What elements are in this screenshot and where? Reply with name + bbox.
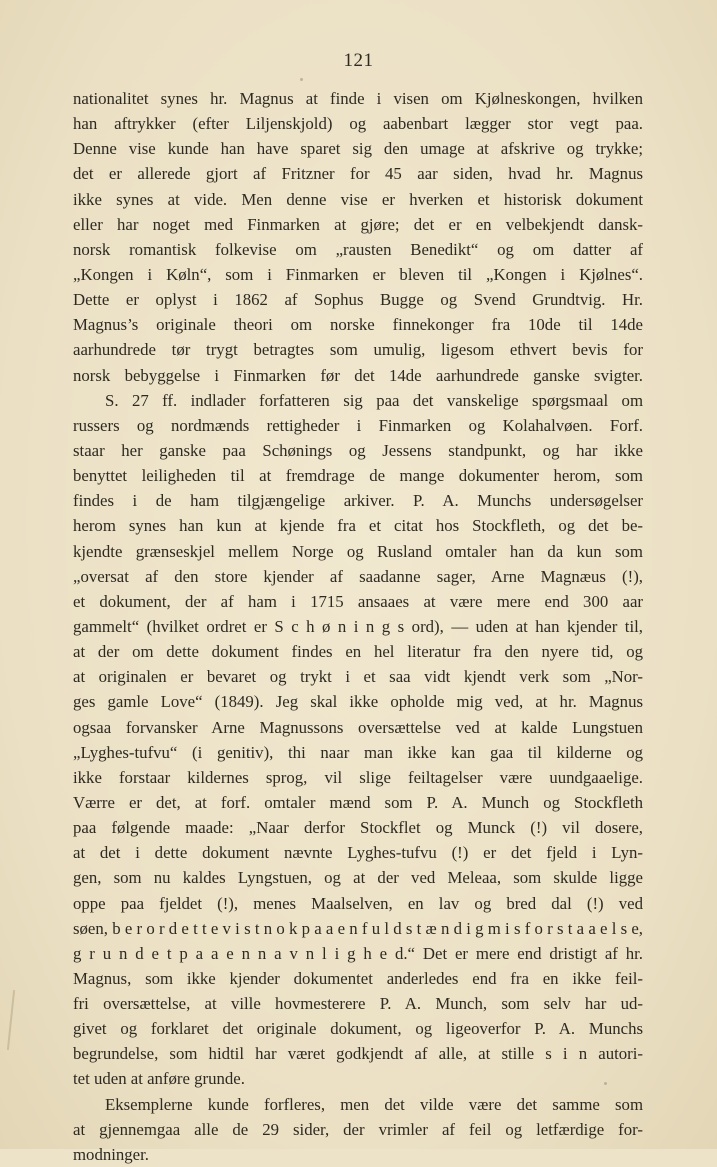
text-line: fri oversættelse, at ville hovmesterere P. A. Munch, som selv har ud- [73,994,643,1014]
text-line: aarhundrede tør trygt betragtes som umulig, ligesom ethvert bevis for [73,340,643,360]
text-line: „Lyghes-tufvu“ (i genitiv), thi naar man ikke kan gaa til kilderne og [73,742,643,762]
text-line: modninger. [73,1144,149,1164]
paper-speck [604,1082,607,1085]
text-line: at det i dette dokument nævnte Lyghes-tufvu (!) er det fjeld i Lyn- [73,843,643,863]
text-line: findes i de ham tilgjængelige arkiver. P. A. Munchs undersøgelser [73,491,643,511]
text-line: det er allerede gjort af Fritzner for 45 aar siden, hvad hr. Magnus [73,164,643,184]
text-line: S. 27 ff. indlader forfatteren sig paa det vanskelige spørgsmaal om [105,390,643,410]
text-line: staar her ganske paa Schønings og Jessens standpunkt, og har ikke [73,440,643,460]
text-line: Eksemplerne kunde forfleres, men det vilde være det samme som [105,1094,643,1114]
text-line: at der om dette dokument findes en hel literatur fra den nyere tid, og [73,642,643,662]
text-line: tet uden at anføre grunde. [73,1069,245,1089]
text-line: et dokument, der af ham i 1715 ansaaes at være mere end 300 aar [73,591,643,611]
text-line: at originalen er bevaret og trykt i et saa vidt kjendt verk som „Nor- [73,667,643,687]
text-line: kjendte grænseskjel mellem Norge og Rusland omtaler han da kun som [73,541,643,561]
text-line: ogsaa forvansker Arne Magnussons oversættelse ved at kalde Lungstuen [73,717,643,737]
text-line: begrundelse, som hidtil har været godkjendt af alle, at stille s i n autori- [73,1044,643,1064]
page-number: 121 [343,50,374,71]
text-line: givet og forklaret det originale dokument, og ligeoverfor P. A. Munchs [73,1019,643,1039]
text-line: russers og nordmænds rettigheder i Finmarken og Kolahalvøen. Forf. [73,415,643,435]
text-line: gen, som nu kaldes Lyngstuen, og at der ved Meleaa, som skulde ligge [73,868,643,888]
text-line: Dette er oplyst i 1862 af Sophus Bugge og Svend Grundtvig. Hr. [73,290,643,310]
text-line: Denne vise kunde han have sparet sig den umage at afskrive og trykke; [73,139,643,159]
text-line: søen, b e r o r d e t t e v i s t n o k p a a e n f u l d s t æ n d i g m i s f o r s t a a e l s e, [73,918,643,938]
text-line: Værre er det, at forf. omtaler mænd som P. A. Munch og Stockfleth [73,792,643,812]
text-line: han aftrykker (efter Liljenskjold) og aabenbart lægger stor vegt paa. [73,114,643,134]
text-line: eller har noget med Finmarken at gjøre; det er en velbekjendt dansk- [73,214,643,234]
text-line: gammelt“ (hvilket ordret er S c h ø n i n g s ord), — uden at han kjender til, [73,616,643,636]
paper-speck [300,78,303,81]
text-line: nationalitet synes hr. Magnus at finde i visen om Kjølneskongen, hvilken [73,89,643,108]
text-line: ikke forstaar kildernes sprog, vil slige feiltagelser være uundgaaelige. [73,767,643,787]
text-line: at gjennemgaa alle de 29 sider, der vrimler af feil og letfærdige for- [73,1119,643,1139]
margin-pencil-mark [7,990,15,1050]
text-line: norsk bebyggelse i Finmarken før det 14de aarhundrede ganske svigter. [73,365,643,385]
text-line: „Kongen i Køln“, som i Finmarken er bleven til „Kongen i Kjølnes“. [73,264,643,284]
text-line: Magnus, som ikke kjender dokumentet anderledes end fra en ikke feil- [73,968,643,988]
text-line: „oversat af den store kjender af saadanne sager, Arne Magnæus (!), [73,566,643,586]
text-line: paa følgende maade: „Naar derfor Stockflet og Munck (!) vil dosere, [73,818,643,838]
text-line: ikke synes at vide. Men denne vise er hverken et historisk dokument [73,189,643,209]
text-line: oppe paa fjeldet (!), menes Maalselven, en lav og bred dal (!) ved [73,893,643,913]
text-line: Magnus’s originale theori om norske finnekonger fra 10de til 14de [73,315,643,335]
text-line: norsk romantisk folkevise om „rausten Benedikt“ og om datter af [73,239,643,259]
body-text [73,86,643,1167]
text-line: ges gamle Love“ (1849). Jeg skal ikke opholde mig ved, at hr. Magnus [73,692,643,712]
text-line: g r u n d e t p a a e n n a v n l i g h e d.“ Det er mere end dristigt af hr. [73,943,643,963]
text-line: benyttet leiligheden til at fremdrage de mange dokumenter herom, som [73,466,643,486]
text-line: herom synes han kun at kjende fra et citat hos Stockfleth, og det be- [73,516,643,536]
